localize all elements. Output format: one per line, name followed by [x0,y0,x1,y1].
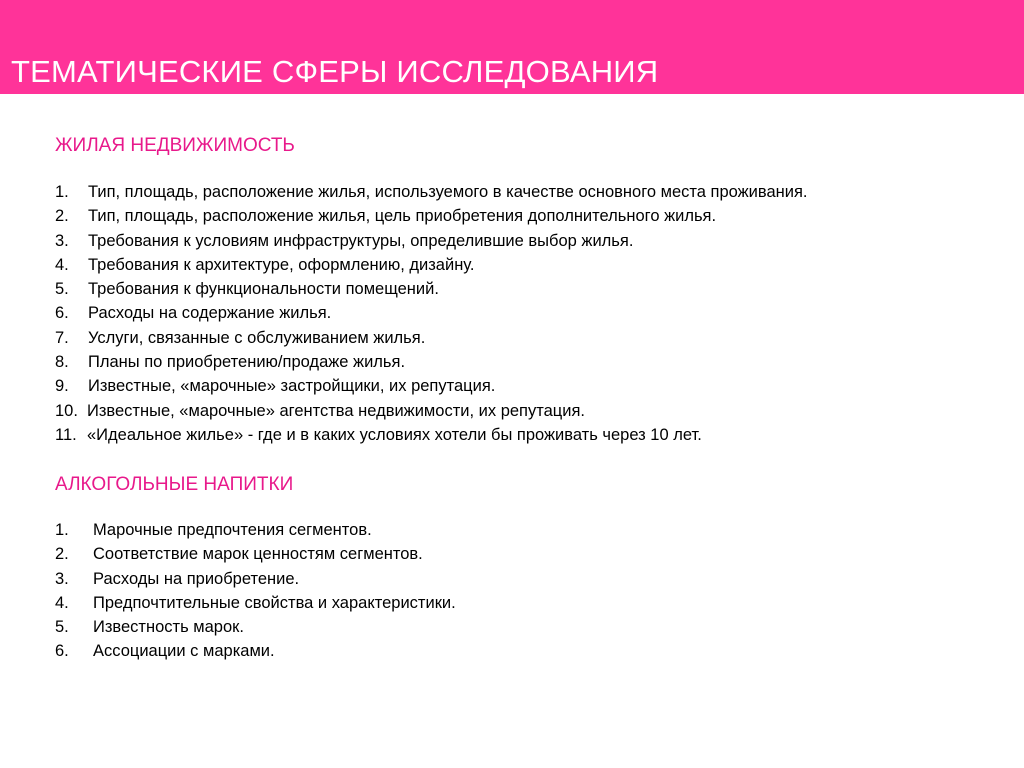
item-number: 3. [55,569,69,588]
item-text: Тип, площадь, расположение жилья, цель приобретения дополнительного жилья. [88,207,717,226]
list-item [55,180,808,204]
item-number: 4. [55,255,69,274]
item-text: Предпочтительные свойства и характеристики. [93,593,456,612]
alcohol-list [55,518,456,664]
slide-title: ТЕМАТИЧЕСКИЕ СФЕРЫ ИССЛЕДОВАНИЯ [11,54,659,89]
item-number: 7. [55,328,69,347]
item-text: Планы по приобретению/продаже жилья. [88,353,406,372]
list-item [55,301,808,325]
list-item [55,615,456,639]
item-number: 6. [55,304,69,323]
item-number: 5. [55,280,69,299]
item-number: 4. [55,593,69,612]
item-text: Известность марок. [93,618,244,637]
item-text: Требования к архитектуре, оформлению, дизайну. [88,255,475,274]
item-text: Известные, «марочные» агентства недвижимости, их репутация. [87,401,585,420]
item-number: 5. [55,618,69,637]
item-text: Требования к условиям инфраструктуры, определившие выбор жилья. [88,231,634,250]
list-item [55,326,808,350]
list-item [55,374,808,398]
list-item [55,399,808,423]
list-item [55,253,808,277]
list-item [55,204,808,228]
item-text: Известные, «марочные» застройщики, их репутация. [88,377,496,396]
section-heading-housing: ЖИЛАЯ НЕДВИЖИМОСТЬ [55,135,295,156]
item-number: 10. [55,401,78,420]
item-text: Расходы на приобретение. [93,569,300,588]
item-text: Соответствие марок ценностям сегментов. [93,545,423,564]
list-item [55,518,456,542]
list-item [55,639,456,663]
item-number: 8. [55,353,69,372]
housing-list [55,180,808,447]
list-item [55,567,456,591]
list-item [55,542,456,566]
item-number: 3. [55,231,69,250]
item-number: 9. [55,377,69,396]
list-item [55,423,808,447]
list-item [55,591,456,615]
item-number: 2. [55,207,69,226]
item-number: 2. [55,545,69,564]
item-text: «Идеальное жилье» - где и в каких условиях хотели бы проживать через 10 лет. [87,425,702,444]
list-item [55,277,808,301]
item-number: 1. [55,183,69,201]
item-text: Услуги, связанные с обслуживанием жилья. [88,328,426,347]
item-number: 6. [55,642,69,661]
list-item [55,350,808,374]
item-text: Требования к функциональности помещений. [88,280,439,299]
item-text: Ассоциации с марками. [93,642,275,661]
item-text: Марочные предпочтения сегментов. [93,521,372,539]
item-number: 1. [55,521,69,539]
item-number: 11. [55,425,77,444]
section-heading-alcohol: АЛКОГОЛЬНЫЕ НАПИТКИ [55,474,294,495]
item-text: Расходы на содержание жилья. [88,304,332,323]
list-item [55,229,808,253]
item-text: Тип, площадь, расположение жилья, используемого в качестве основного места проживания. [88,183,808,201]
